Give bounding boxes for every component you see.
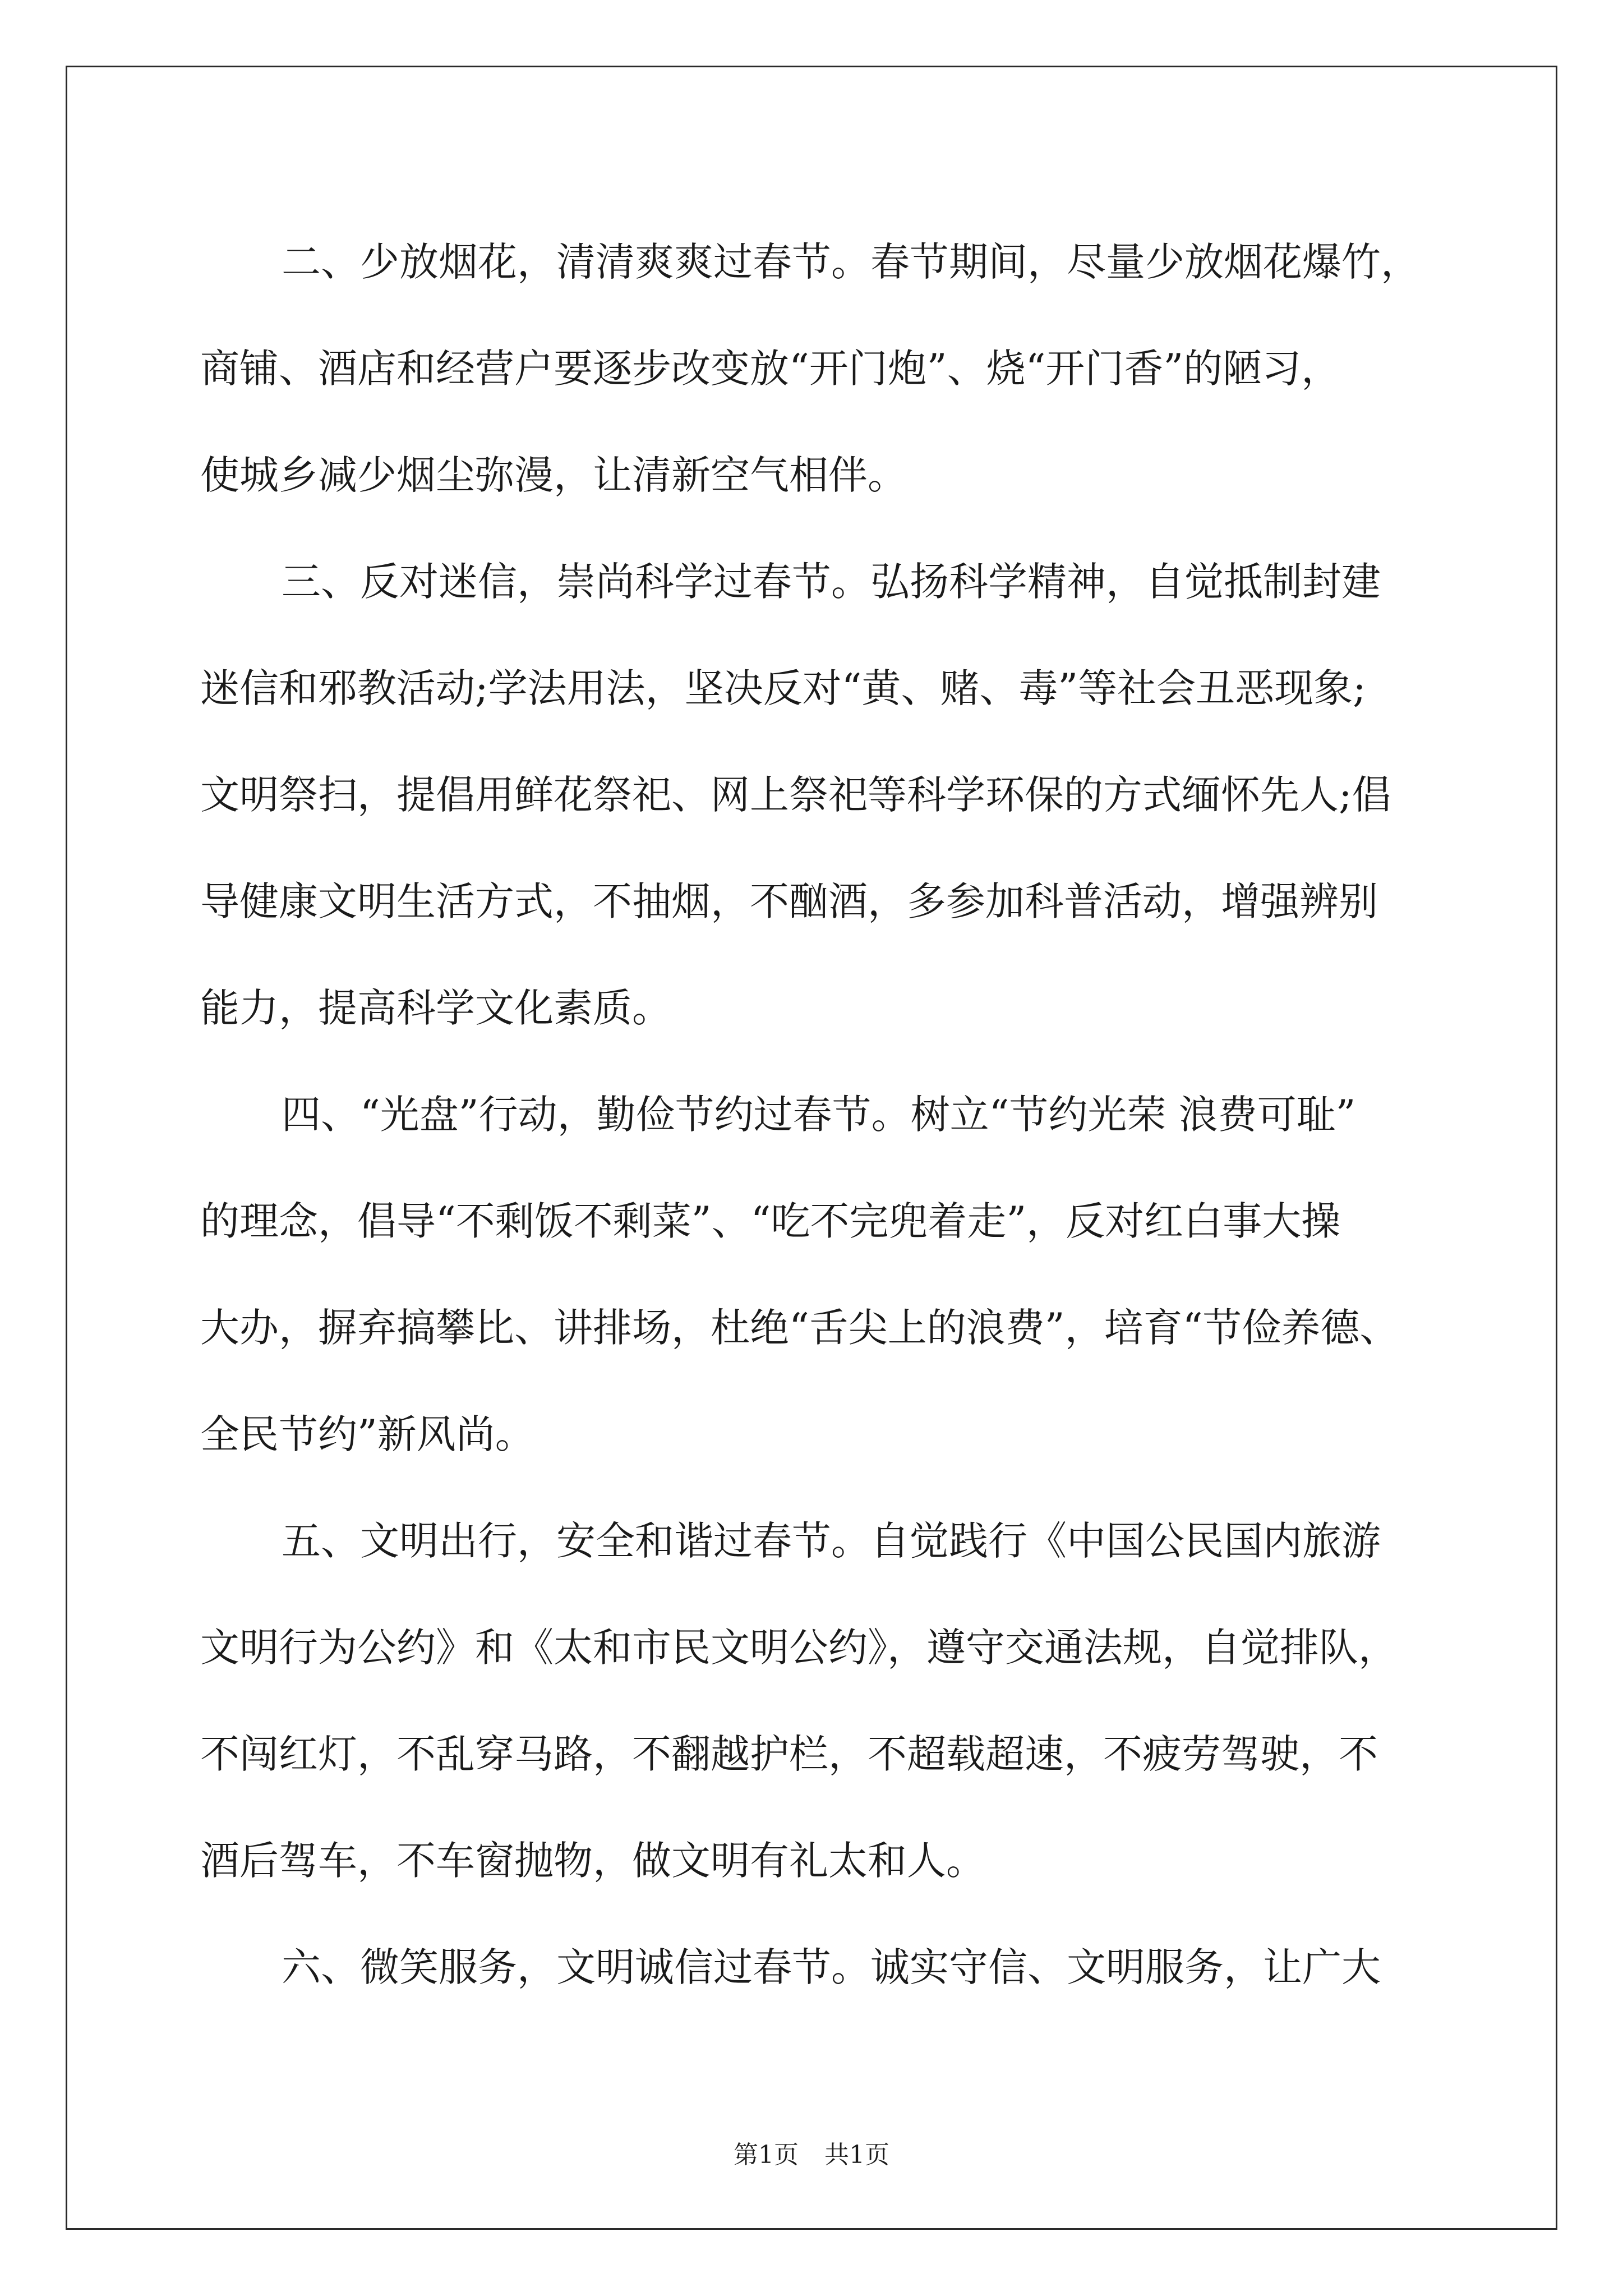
text-line: 六、微笑服务，文明诚信过春节。诚实守信、文明服务，让广大 [282,1944,1381,1990]
text-line: 使城乡减少烟尘弥漫，让清新空气相伴。 [200,452,907,498]
text-line: 酒后驾车，不车窗抛物，做文明有礼太和人。 [200,1838,985,1884]
page-total: 共1页 [824,2141,889,2169]
document-body [200,209,1448,2021]
text-line: 能力，提高科学文化素质。 [200,985,671,1031]
page-number: 第1页 [734,2141,799,2169]
text-line: 商铺、酒店和经营户要逐步改变放“开门炮”、烧“开门香”的陋习， [200,346,1341,392]
text-line: 迷信和邪教活动;学法用法，坚决反对“黄、赌、毒”等社会丑恶现象; [200,665,1366,711]
text-line: 大办，摒弃搞攀比、讲排场，杜绝“舌尖上的浪费”，培育“节俭养德、 [200,1305,1399,1351]
text-line: 导健康文明生活方式，不抽烟，不酗酒，多参加科普活动，增强辨别 [200,878,1378,924]
text-line: 五、文明出行，安全和谐过春节。自觉践行《中国公民国内旅游 [282,1518,1381,1564]
text-line: 的理念，倡导“不剩饭不剩菜”、“吃不完兜着走”，反对红白事大操 [200,1198,1341,1244]
text-line: 文明行为公约》和《太和市民文明公约》，遵守交通法规，自觉排队， [200,1625,1398,1671]
text-line: 二、少放烟花，清清爽爽过春节。春节期间，尽量少放烟花爆竹， [282,239,1420,285]
text-line: 不闯红灯，不乱穿马路，不翻越护栏，不超载超速，不疲劳驾驶，不 [200,1731,1378,1777]
text-line: 全民节约”新风尚。 [200,1411,534,1457]
text-line: 三、反对迷信，崇尚科学过春节。弘扬科学精神，自觉抵制封建 [282,559,1381,605]
text-line: 四、“光盘”行动，勤俭节约过春节。树立“节约光荣 浪费可耻” [282,1092,1356,1138]
text-line: 文明祭扫，提倡用鲜花祭祀、网上祭祀等科学环保的方式缅怀先人;倡 [200,772,1391,818]
page-footer [0,2138,1623,2172]
